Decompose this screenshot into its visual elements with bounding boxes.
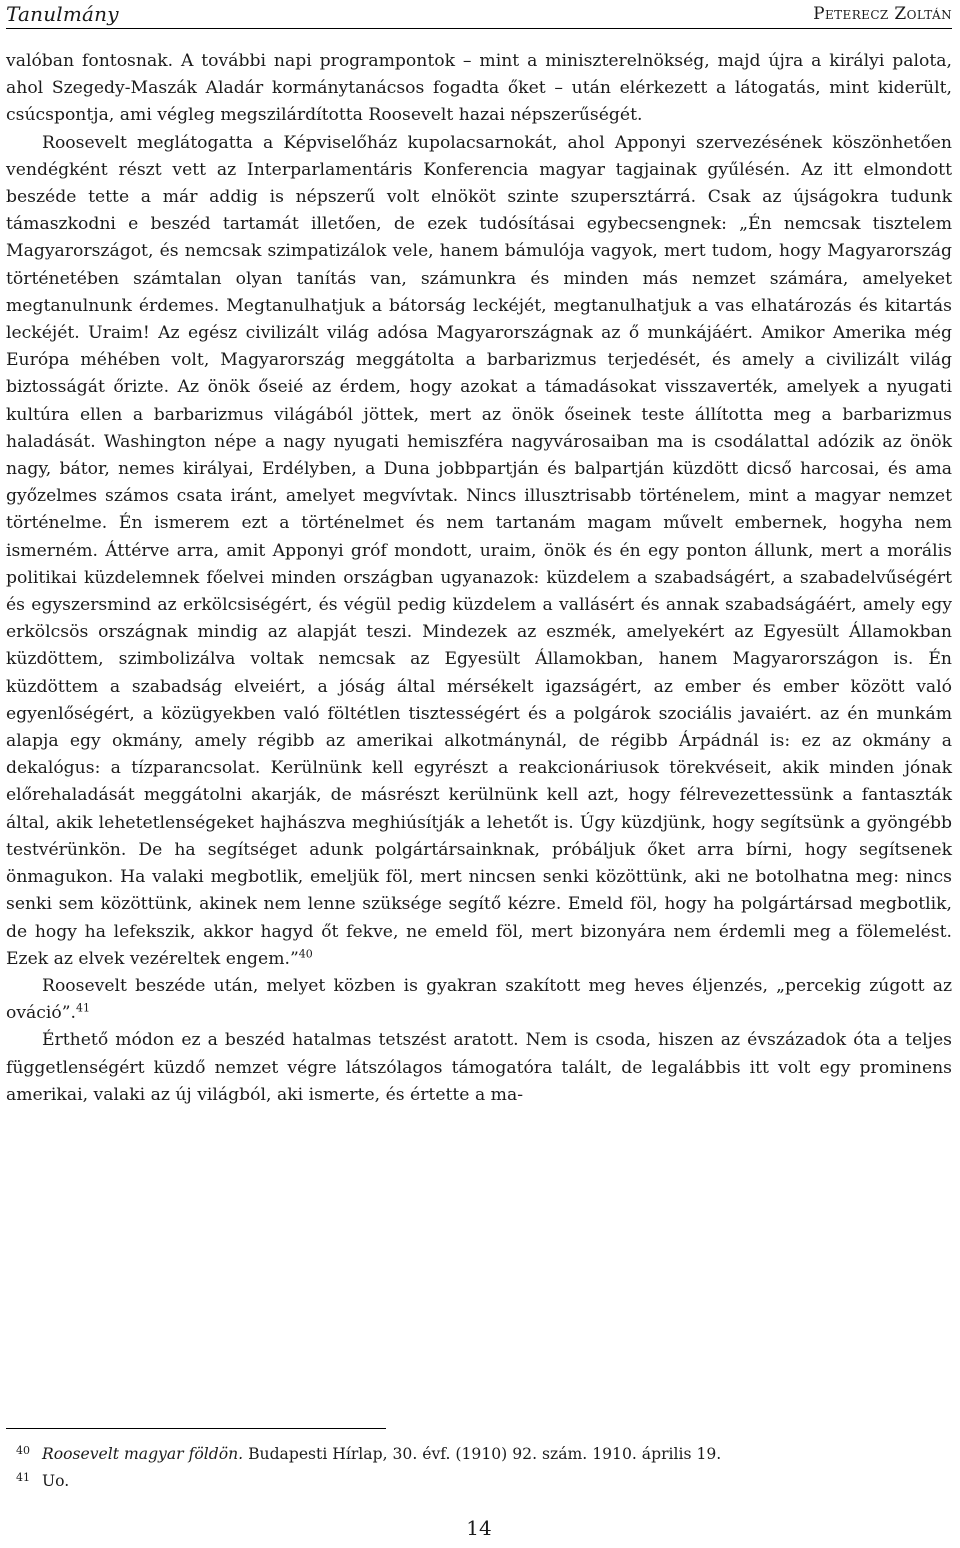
footnotes — [6, 1441, 952, 1495]
footnote-text: Uo. — [42, 1472, 70, 1490]
page-number: 14 — [466, 1516, 492, 1540]
footnote-separator — [6, 1428, 386, 1429]
paragraph-text: Érthető módon ez a beszéd hatalmas tetszést aratott. Nem is csoda, hiszen az évszázadok óta a teljes függetlenségért küzdő nemzet végre látszólagos támogatóra talált, de legalábbis itt volt egy prominens amerikai, valaki az új világból, aki ismerte, és értette a ma- — [6, 1030, 952, 1105]
paragraph-text: valóban fontosnak. A további napi programpontok – mint a miniszterelnökség, majd újra a királyi palota, ahol Szegedy-Maszák Aladár kormánytanácsos fogadta őket – után elérkezett a látogatás, mint kiderült, csúcspontja, ami végleg megszilárdította Roosevelt hazai népszerűségét. — [6, 51, 952, 126]
footnote-mark: 41 — [16, 1471, 30, 1484]
paragraph — [6, 48, 952, 130]
section-label: Tanulmány — [6, 2, 119, 26]
footnote-reference[interactable]: 41 — [76, 1001, 91, 1015]
paragraph — [6, 130, 952, 973]
footnote-mark: 40 — [16, 1444, 30, 1457]
footnote-title: Roosevelt magyar földön. — [42, 1445, 244, 1463]
article-body — [6, 48, 952, 1109]
paragraph-text: Roosevelt meglátogatta a Képviselőház kupolacsarnokát, ahol Apponyi szervezésének köszönhetően vendégként részt vett az Interparlamentáris Konferencia magyar tagjainak gyűlésén. Az itt elmondott beszéde tette a már addig is népszerű volt elnököt szinte szupersztárrá. Csak az újságokra tudunk támaszkodni e beszéd tartamát illetően, de ezek tudósításai egybecsengnek: „Én nemcsak tisztelem Magyarországot, és nemcsak szimpatizálok vele, hanem bámulója vagyok, mert tudom, hogy Magyarország történetében számtalan olyan tanítás van, számunkra és minden más nemzet számára, amelyeket megtanulnunk érdemes. Megtanulhatjuk a bátorság leckéjét, megtanulhatjuk a vas elhatározás és kitartás leckéjét. Uraim! Az egész civilizált világ adósa Magyarországnak az ő munkájáért. Amikor Amerika még Európa méhében volt, Magyarország meggátolta a barbarizmus terjedését, és amely a civilizált világ biztosságát őrizte. Az önök őseié az érdem, hogy azokat a támadásokat visszaverték, amelyek a nyugati kultúra ellen a barbarizmus világából jöttek, mert az önök őseinek teste állította meg a barbarizmus haladását. Washington népe a nagy nyugati hemiszféra nagyvárosaiban ma is csodálattal adózik az önök nagy, bátor, nemes királyai, Erdélyben, a Duna jobbpartján és balpartján küzdött dicső harcosai, és ama győzelmes számos csata iránt, amelyet megvívtak. Nincs illusztrisabb történelem, mint a magyar nemzet történelme. Én ismerem ezt a történelmet és nem tartanám magam művelt embernek, hogyha nem ismerném. Áttérve arra, amit Apponyi gróf mondott, uraim, önök és én egy ponton állunk, mert a morális politikai küzdelemnek főelvei minden országban ugyanazok: küzdelem a szabadságért, a szabadelvűségért és egyszersmind az erkölcsiségért, és végül pedig küzdelem a vallásért és annak szabadságáért, amely egy erkölcsös országnak mindig az alapját teszi. Mindezek az eszmék, amelyekért az Egyesült Államokban küzdöttem, szimbolizálva voltak nemcsak az Egyesült Államokban, hanem Magyarországon is. Én küzdöttem a szabadság elveiért, a jóság által mérsékelt igazságért, az ember és ember között való egyenlőségért, a közügyekben való föltétlen tisztességért és a polgárok szociális javaiért. az én munkám alapja egy okmány, amely régibb az amerikai alkotmánynál, de régibb Árpádnál is: ez az okmány a dekalógus: a tízparancsolat. Kerülnünk kell egyrészt a reakcionáriusok törekvéseit, akik minden jónak előrehaladását meggátolni akarják, de másrészt kerülnünk kell azt, hogy félrevezettessünk a fantaszták által, akik lehetetlenségeket hajhászva meghiúsítják a lehetőt is. Úgy küzdjünk, hogy segítsünk a gyöngébb testvérünkön. De ha segítséget adunk polgártársainknak, próbáljuk őket arra bírni, hogy segítsenek önmagukon. Ha valaki megbotlik, emeljük föl, mert nincsen senki közöttünk, aki ne botolhatna meg: nincs senki sem közöttünk, akinek nem lenne szüksége segítő kézre. Emeld föl, hogy ha polgártársad megbotlik, de hogy ha lefekszik, akkor hagyd őt fekve, ne emeld föl, mert bizonyára nem érdemli meg a fölemelést. Ezek az elvek vezéreltek engem.” — [6, 132, 952, 969]
author-name: Peterecz Zoltán — [813, 4, 952, 24]
paragraph — [6, 1027, 952, 1109]
footnote — [6, 1441, 952, 1468]
footnote-text: Budapesti Hírlap, 30. évf. (1910) 92. szám. 1910. április 19. — [243, 1445, 722, 1463]
footnote — [6, 1468, 952, 1495]
paragraph-text: Roosevelt beszéde után, melyet közben is gyakran szakított meg heves éljenzés, „percekig zúgott az ováció”. — [6, 975, 952, 1024]
footnote-reference[interactable]: 40 — [298, 946, 313, 960]
document-page — [6, 0, 952, 1548]
running-header — [6, 2, 952, 29]
paragraph — [6, 973, 952, 1027]
